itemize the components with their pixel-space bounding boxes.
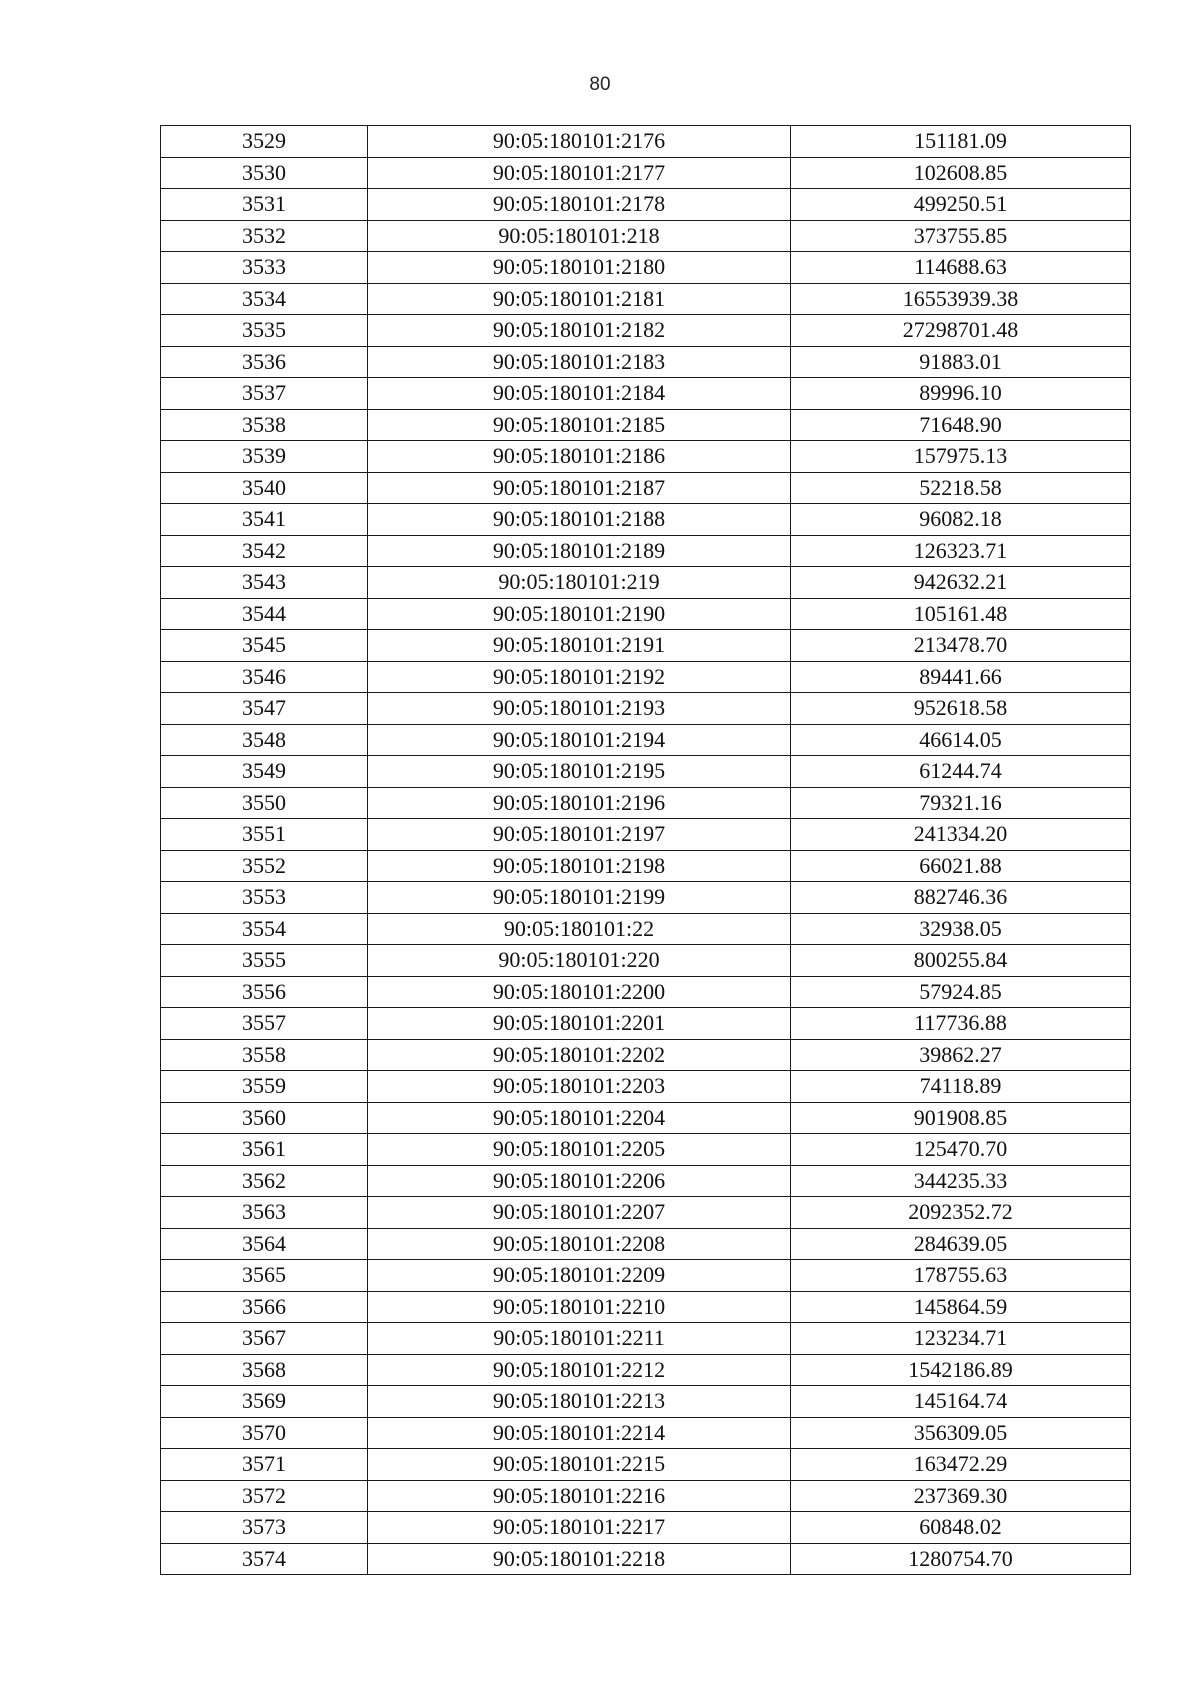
value-cell: 942632.21 <box>791 567 1131 599</box>
cadastral-number-cell: 90:05:180101:2195 <box>368 756 791 788</box>
value-cell: 27298701.48 <box>791 315 1131 347</box>
row-number-cell: 3559 <box>161 1071 368 1103</box>
cadastral-number-cell: 90:05:180101:2202 <box>368 1039 791 1071</box>
cadastral-number-cell: 90:05:180101:2185 <box>368 409 791 441</box>
value-cell: 373755.85 <box>791 220 1131 252</box>
value-cell: 61244.74 <box>791 756 1131 788</box>
row-number-cell: 3557 <box>161 1008 368 1040</box>
table-row <box>161 1197 1131 1229</box>
row-number-cell: 3536 <box>161 346 368 378</box>
row-number-cell: 3531 <box>161 189 368 221</box>
row-number-cell: 3554 <box>161 913 368 945</box>
table-row <box>161 1134 1131 1166</box>
cadastral-number-cell: 90:05:180101:2177 <box>368 157 791 189</box>
row-number-cell: 3543 <box>161 567 368 599</box>
value-cell: 356309.05 <box>791 1417 1131 1449</box>
row-number-cell: 3555 <box>161 945 368 977</box>
row-number-cell: 3532 <box>161 220 368 252</box>
table-row <box>161 787 1131 819</box>
row-number-cell: 3551 <box>161 819 368 851</box>
table-row <box>161 1039 1131 1071</box>
value-cell: 114688.63 <box>791 252 1131 284</box>
value-cell: 344235.33 <box>791 1165 1131 1197</box>
value-cell: 145864.59 <box>791 1291 1131 1323</box>
table-row <box>161 283 1131 315</box>
cadastral-number-cell: 90:05:180101:2190 <box>368 598 791 630</box>
table-row <box>161 913 1131 945</box>
value-cell: 117736.88 <box>791 1008 1131 1040</box>
cadastral-number-cell: 90:05:180101:2200 <box>368 976 791 1008</box>
row-number-cell: 3539 <box>161 441 368 473</box>
value-cell: 16553939.38 <box>791 283 1131 315</box>
row-number-cell: 3569 <box>161 1386 368 1418</box>
value-cell: 800255.84 <box>791 945 1131 977</box>
table-row <box>161 1354 1131 1386</box>
cadastral-number-cell: 90:05:180101:2194 <box>368 724 791 756</box>
value-cell: 89441.66 <box>791 661 1131 693</box>
cadastral-number-cell: 90:05:180101:2196 <box>368 787 791 819</box>
value-cell: 213478.70 <box>791 630 1131 662</box>
cadastral-number-cell: 90:05:180101:2193 <box>368 693 791 725</box>
value-cell: 66021.88 <box>791 850 1131 882</box>
cadastral-number-cell: 90:05:180101:2204 <box>368 1102 791 1134</box>
value-cell: 89996.10 <box>791 378 1131 410</box>
cadastral-number-cell: 90:05:180101:2178 <box>368 189 791 221</box>
row-number-cell: 3538 <box>161 409 368 441</box>
row-number-cell: 3549 <box>161 756 368 788</box>
value-cell: 237369.30 <box>791 1480 1131 1512</box>
row-number-cell: 3535 <box>161 315 368 347</box>
table-row <box>161 567 1131 599</box>
table-row <box>161 882 1131 914</box>
row-number-cell: 3534 <box>161 283 368 315</box>
table-body <box>161 126 1131 1575</box>
table-row <box>161 850 1131 882</box>
value-cell: 1280754.70 <box>791 1543 1131 1575</box>
cadastral-number-cell: 90:05:180101:2214 <box>368 1417 791 1449</box>
value-cell: 46614.05 <box>791 724 1131 756</box>
table-row <box>161 976 1131 1008</box>
row-number-cell: 3556 <box>161 976 368 1008</box>
row-number-cell: 3540 <box>161 472 368 504</box>
value-cell: 1542186.89 <box>791 1354 1131 1386</box>
value-cell: 125470.70 <box>791 1134 1131 1166</box>
row-number-cell: 3571 <box>161 1449 368 1481</box>
table-row <box>161 1323 1131 1355</box>
row-number-cell: 3568 <box>161 1354 368 1386</box>
row-number-cell: 3542 <box>161 535 368 567</box>
value-cell: 102608.85 <box>791 157 1131 189</box>
value-cell: 882746.36 <box>791 882 1131 914</box>
table-row <box>161 346 1131 378</box>
row-number-cell: 3550 <box>161 787 368 819</box>
cadastral-number-cell: 90:05:180101:2216 <box>368 1480 791 1512</box>
value-cell: 96082.18 <box>791 504 1131 536</box>
row-number-cell: 3573 <box>161 1512 368 1544</box>
cadastral-number-cell: 90:05:180101:2217 <box>368 1512 791 1544</box>
table-row <box>161 1071 1131 1103</box>
row-number-cell: 3530 <box>161 157 368 189</box>
cadastral-number-cell: 90:05:180101:2210 <box>368 1291 791 1323</box>
value-cell: 2092352.72 <box>791 1197 1131 1229</box>
cadastral-number-cell: 90:05:180101:2208 <box>368 1228 791 1260</box>
value-cell: 145164.74 <box>791 1386 1131 1418</box>
row-number-cell: 3533 <box>161 252 368 284</box>
table-row <box>161 409 1131 441</box>
value-cell: 105161.48 <box>791 598 1131 630</box>
value-cell: 32938.05 <box>791 913 1131 945</box>
row-number-cell: 3529 <box>161 126 368 158</box>
table-row <box>161 126 1131 158</box>
table-row <box>161 756 1131 788</box>
cadastral-number-cell: 90:05:180101:2188 <box>368 504 791 536</box>
value-cell: 178755.63 <box>791 1260 1131 1292</box>
row-number-cell: 3541 <box>161 504 368 536</box>
cadastral-number-cell: 90:05:180101:218 <box>368 220 791 252</box>
cadastral-number-cell: 90:05:180101:2180 <box>368 252 791 284</box>
value-cell: 79321.16 <box>791 787 1131 819</box>
cadastral-number-cell: 90:05:180101:2192 <box>368 661 791 693</box>
cadastral-number-cell: 90:05:180101:2198 <box>368 850 791 882</box>
table-row <box>161 1417 1131 1449</box>
cadastral-number-cell: 90:05:180101:2184 <box>368 378 791 410</box>
cadastral-number-cell: 90:05:180101:2189 <box>368 535 791 567</box>
row-number-cell: 3565 <box>161 1260 368 1292</box>
cadastral-number-cell: 90:05:180101:2187 <box>368 472 791 504</box>
row-number-cell: 3537 <box>161 378 368 410</box>
row-number-cell: 3564 <box>161 1228 368 1260</box>
row-number-cell: 3574 <box>161 1543 368 1575</box>
table-row <box>161 157 1131 189</box>
cadastral-number-cell: 90:05:180101:2181 <box>368 283 791 315</box>
cadastral-number-cell: 90:05:180101:2191 <box>368 630 791 662</box>
row-number-cell: 3566 <box>161 1291 368 1323</box>
cadastral-number-cell: 90:05:180101:2215 <box>368 1449 791 1481</box>
row-number-cell: 3572 <box>161 1480 368 1512</box>
row-number-cell: 3558 <box>161 1039 368 1071</box>
value-cell: 57924.85 <box>791 976 1131 1008</box>
table-row <box>161 661 1131 693</box>
cadastral-number-cell: 90:05:180101:220 <box>368 945 791 977</box>
table-row <box>161 1260 1131 1292</box>
table-row <box>161 819 1131 851</box>
table-row <box>161 1449 1131 1481</box>
value-cell: 151181.09 <box>791 126 1131 158</box>
cadastral-number-cell: 90:05:180101:22 <box>368 913 791 945</box>
cadastral-number-cell: 90:05:180101:2186 <box>368 441 791 473</box>
cadastral-number-cell: 90:05:180101:2182 <box>368 315 791 347</box>
table-row <box>161 315 1131 347</box>
value-cell: 163472.29 <box>791 1449 1131 1481</box>
table-row <box>161 1480 1131 1512</box>
table-row <box>161 504 1131 536</box>
table-row <box>161 630 1131 662</box>
page-number: 80 <box>589 74 611 95</box>
value-cell: 71648.90 <box>791 409 1131 441</box>
cadastral-number-cell: 90:05:180101:2205 <box>368 1134 791 1166</box>
row-number-cell: 3545 <box>161 630 368 662</box>
table-row <box>161 1512 1131 1544</box>
cadastral-number-cell: 90:05:180101:2207 <box>368 1197 791 1229</box>
value-cell: 39862.27 <box>791 1039 1131 1071</box>
cadastral-number-cell: 90:05:180101:2218 <box>368 1543 791 1575</box>
cadastral-number-cell: 90:05:180101:2213 <box>368 1386 791 1418</box>
value-cell: 952618.58 <box>791 693 1131 725</box>
value-cell: 74118.89 <box>791 1071 1131 1103</box>
table-row <box>161 378 1131 410</box>
table-row <box>161 1228 1131 1260</box>
cadastral-number-cell: 90:05:180101:2211 <box>368 1323 791 1355</box>
table-row <box>161 535 1131 567</box>
cadastral-number-cell: 90:05:180101:2206 <box>368 1165 791 1197</box>
value-cell: 126323.71 <box>791 535 1131 567</box>
table-row <box>161 189 1131 221</box>
value-cell: 52218.58 <box>791 472 1131 504</box>
cadastral-number-cell: 90:05:180101:219 <box>368 567 791 599</box>
row-number-cell: 3567 <box>161 1323 368 1355</box>
table-row <box>161 693 1131 725</box>
value-cell: 284639.05 <box>791 1228 1131 1260</box>
table-row <box>161 220 1131 252</box>
table-row <box>161 945 1131 977</box>
value-cell: 901908.85 <box>791 1102 1131 1134</box>
row-number-cell: 3560 <box>161 1102 368 1134</box>
row-number-cell: 3562 <box>161 1165 368 1197</box>
cadastral-number-cell: 90:05:180101:2183 <box>368 346 791 378</box>
cadastral-number-cell: 90:05:180101:2209 <box>368 1260 791 1292</box>
row-number-cell: 3570 <box>161 1417 368 1449</box>
table-row <box>161 252 1131 284</box>
value-cell: 241334.20 <box>791 819 1131 851</box>
cadastral-number-cell: 90:05:180101:2199 <box>368 882 791 914</box>
table-row <box>161 1543 1131 1575</box>
row-number-cell: 3547 <box>161 693 368 725</box>
table-row <box>161 1102 1131 1134</box>
row-number-cell: 3544 <box>161 598 368 630</box>
table-row <box>161 441 1131 473</box>
value-cell: 60848.02 <box>791 1512 1131 1544</box>
row-number-cell: 3561 <box>161 1134 368 1166</box>
row-number-cell: 3552 <box>161 850 368 882</box>
cadastral-number-cell: 90:05:180101:2201 <box>368 1008 791 1040</box>
row-number-cell: 3546 <box>161 661 368 693</box>
row-number-cell: 3553 <box>161 882 368 914</box>
cadastral-number-cell: 90:05:180101:2197 <box>368 819 791 851</box>
cadastral-number-cell: 90:05:180101:2203 <box>368 1071 791 1103</box>
table-row <box>161 724 1131 756</box>
table-row <box>161 1008 1131 1040</box>
value-cell: 123234.71 <box>791 1323 1131 1355</box>
table-row <box>161 472 1131 504</box>
row-number-cell: 3563 <box>161 1197 368 1229</box>
cadastral-number-cell: 90:05:180101:2176 <box>368 126 791 158</box>
table-row <box>161 1291 1131 1323</box>
table-row <box>161 1165 1131 1197</box>
table-row <box>161 598 1131 630</box>
value-cell: 157975.13 <box>791 441 1131 473</box>
value-cell: 91883.01 <box>791 346 1131 378</box>
value-cell: 499250.51 <box>791 189 1131 221</box>
cadastral-number-cell: 90:05:180101:2212 <box>368 1354 791 1386</box>
row-number-cell: 3548 <box>161 724 368 756</box>
cadastral-table <box>160 125 1131 1575</box>
table-row <box>161 1386 1131 1418</box>
